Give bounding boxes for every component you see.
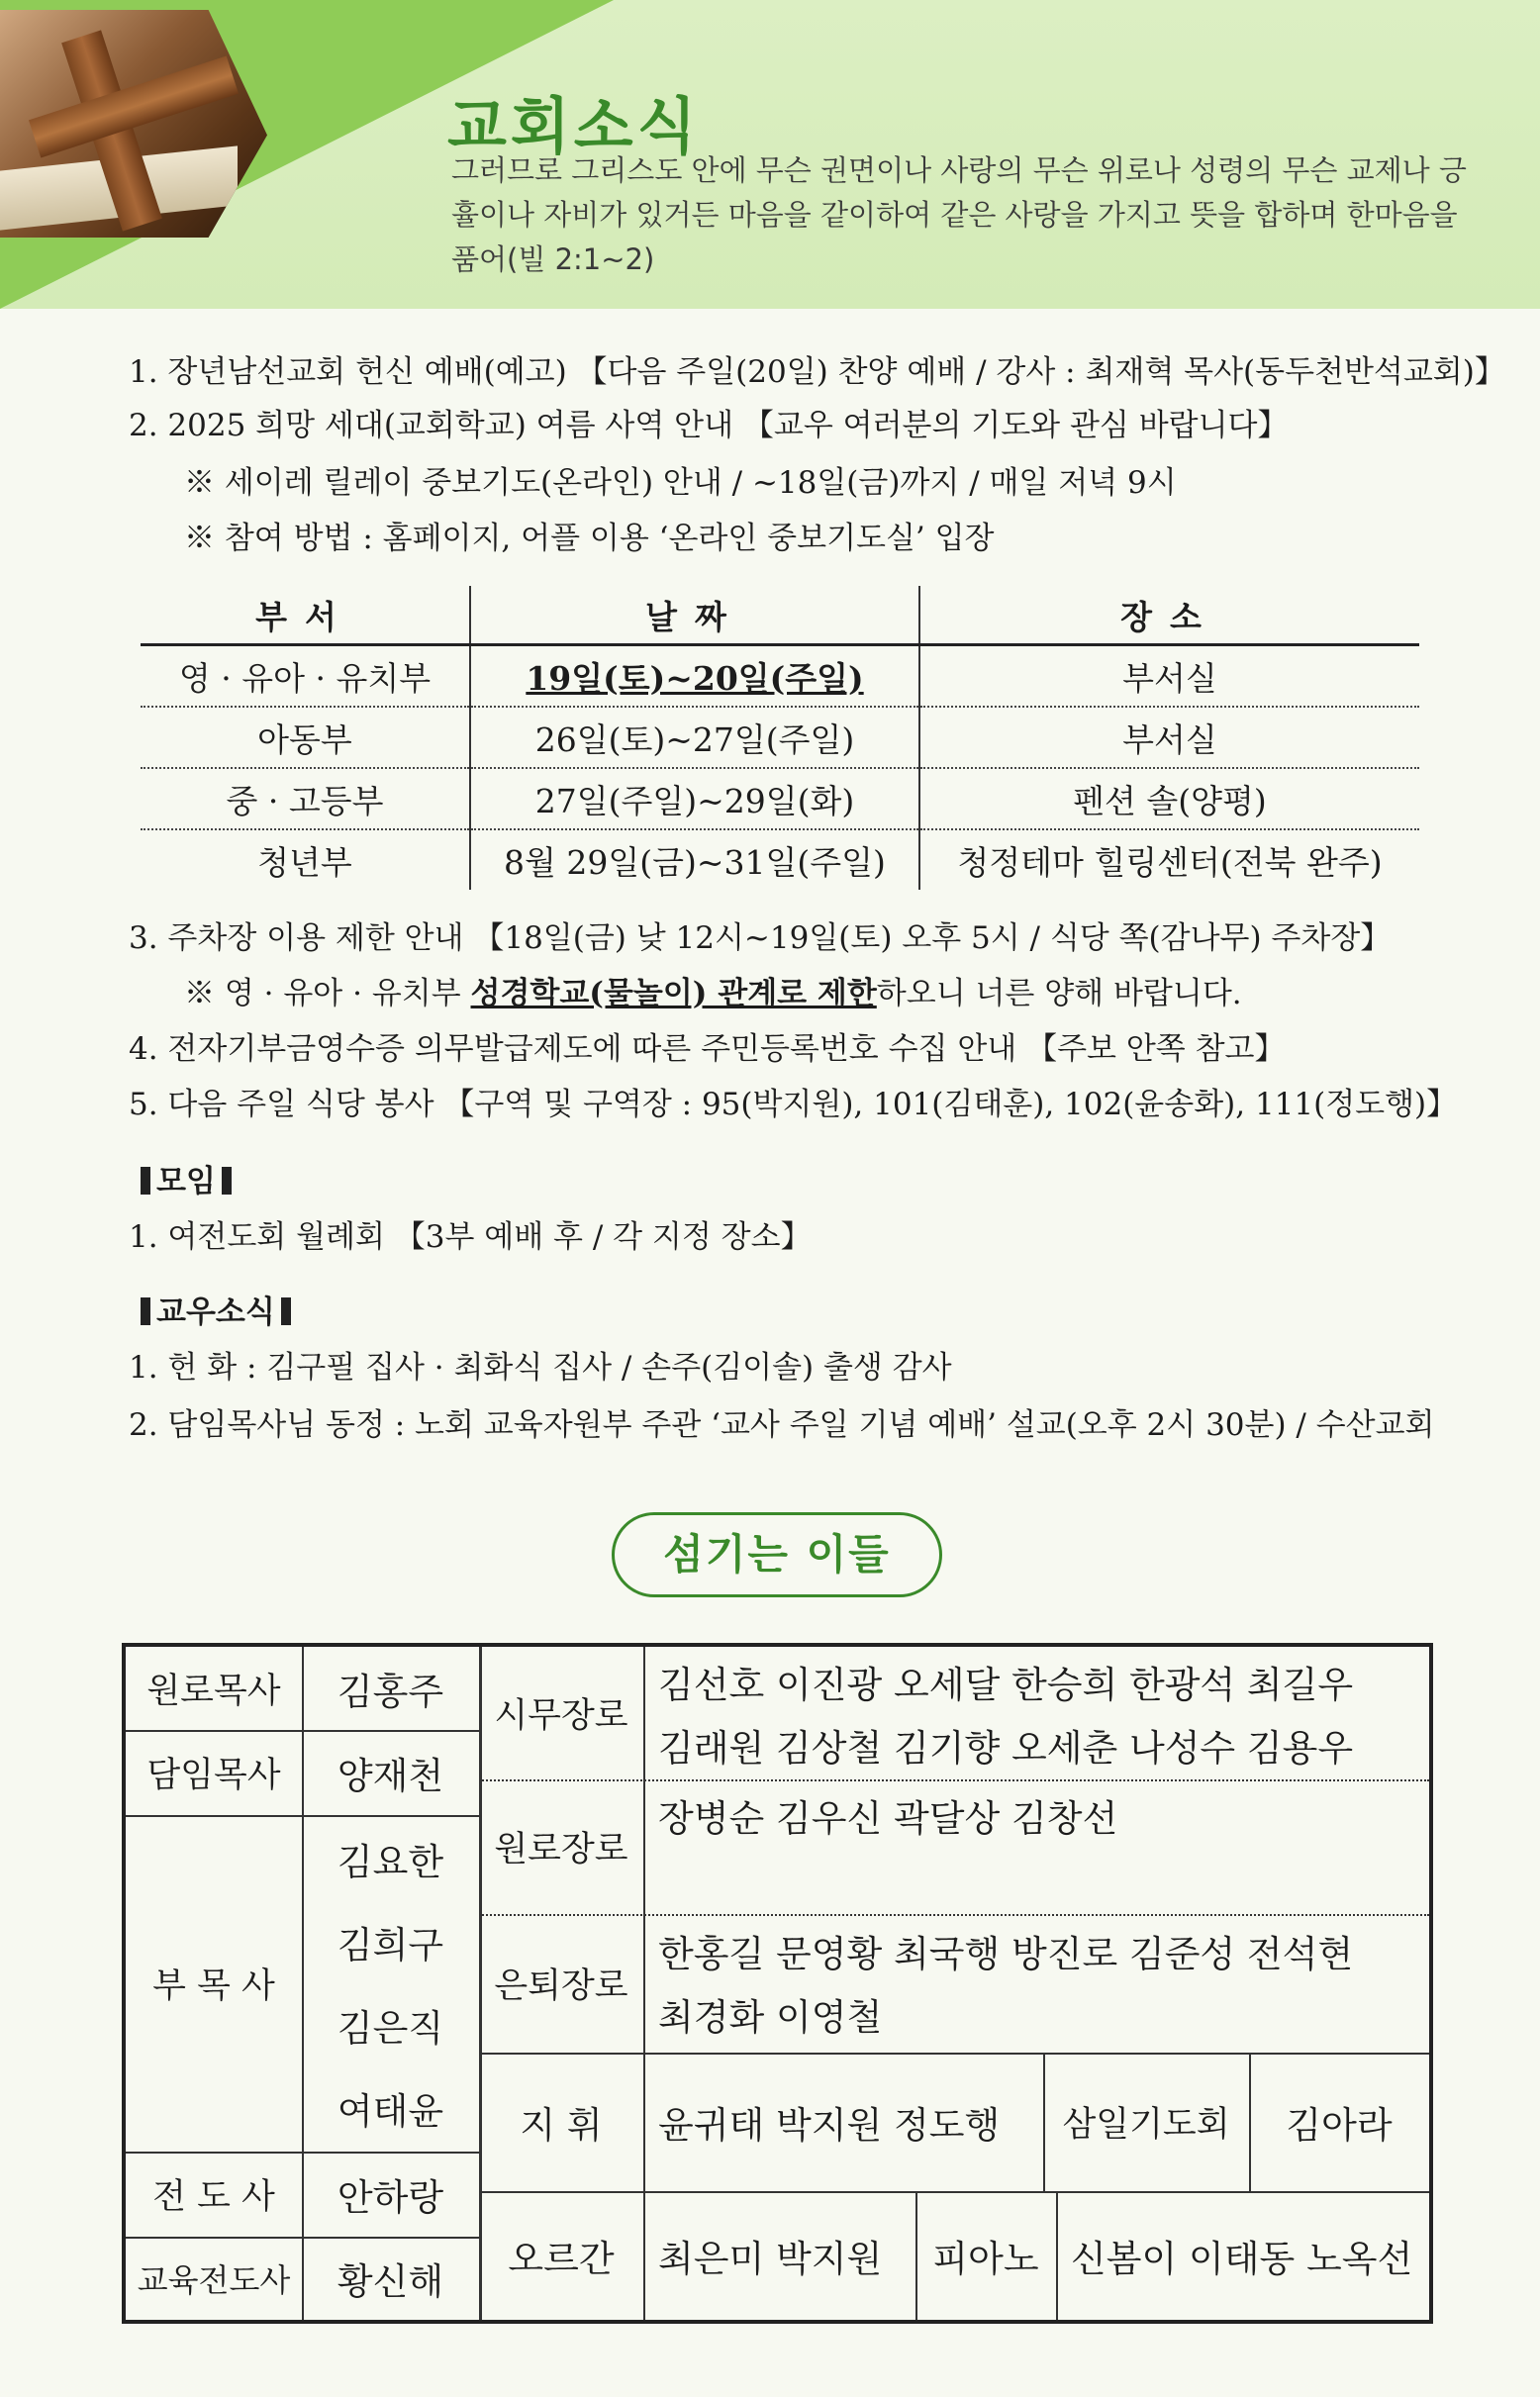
schedule-place: 부서실 bbox=[919, 645, 1419, 708]
role-label: 부 목 사 bbox=[152, 1966, 275, 2006]
members-news-item: 1. 헌 화 : 김구필 집사 · 최화식 집사 / 손주(김이솔) 출생 감사 bbox=[129, 1350, 952, 1386]
role-label: 은퇴장로 bbox=[494, 1966, 628, 2006]
notice-1: 1. 장년남선교회 헌신 예배(예고) 【다음 주일(20일) 찬양 예배 / 강사 : 최재혁 목사(동두천반석교회)】 bbox=[129, 354, 1505, 390]
schedule-dept: 중 · 고등부 bbox=[141, 768, 470, 829]
role-label: 피아노 bbox=[932, 2238, 1039, 2280]
divider bbox=[643, 1647, 645, 2320]
notice-3: 3. 주차장 이용 제한 안내 【18일(금) 낮 12시~19일(토) 오후 5시 / 식당 쪽(감나무) 주차장】 bbox=[129, 920, 1392, 956]
schedule-date: 27일(주일)~29일(화) bbox=[470, 768, 919, 829]
notice-3-sub bbox=[184, 968, 1242, 1012]
bar-icon bbox=[281, 1297, 291, 1325]
bar-icon bbox=[141, 1167, 150, 1195]
role-label: 삼일기도회 bbox=[1062, 2105, 1230, 2145]
members-news-heading bbox=[135, 1287, 297, 1331]
role-name: 황신해 bbox=[337, 2260, 444, 2303]
schedule-header-row bbox=[141, 586, 1419, 645]
role-label: 원로목사 bbox=[146, 1672, 281, 1711]
role-names: 최경화 이영철 bbox=[658, 1996, 883, 2039]
schedule-header-place: 장소 bbox=[919, 586, 1419, 645]
role-label: 전 도 사 bbox=[152, 2177, 275, 2217]
role-label: 원로장로 bbox=[494, 1830, 628, 1870]
schedule-row bbox=[141, 645, 1419, 708]
role-names: 김래원 김상철 김기향 오세춘 나성수 김용우 bbox=[658, 1727, 1354, 1770]
role-name: 김요한 bbox=[337, 1841, 444, 1883]
meeting-item: 1. 여전도회 월례회 【3부 예배 후 / 각 지정 장소】 bbox=[129, 1219, 812, 1255]
role-label: 오르간 bbox=[508, 2238, 615, 2280]
role-name: 양재천 bbox=[337, 1755, 444, 1797]
notice-3-sub-emph: 성경학교(물놀이) 관계로 제한 bbox=[470, 976, 877, 1011]
schedule-date: 8월 29일(금)~31일(주일) bbox=[470, 829, 919, 890]
header-banner bbox=[0, 0, 1540, 309]
role-name: 김아라 bbox=[1286, 2104, 1393, 2147]
role-names: 윤귀태 박지원 정도행 bbox=[658, 2104, 1001, 2147]
schedule-header-date: 날짜 bbox=[470, 586, 919, 645]
role-label: 교육전도사 bbox=[137, 2261, 291, 2299]
bar-icon bbox=[141, 1297, 150, 1325]
bar-icon bbox=[222, 1167, 232, 1195]
schedule-dept: 청년부 bbox=[141, 829, 470, 890]
notice-2-sub-2: ※ 참여 방법 : 홈페이지, 어플 이용 ‘온라인 중보기도실’ 입장 bbox=[184, 521, 995, 556]
notice-4: 4. 전자기부금영수증 의무발급제도에 따른 주민등록번호 수집 안내 【주보 안쪽 참고】 bbox=[129, 1031, 1286, 1067]
header-verse: 그러므로 그리스도 안에 무슨 권면이나 사랑의 무슨 위로나 성령의 무슨 교제나 긍휼이나 자비가 있거든 마음을 같이하여 같은 사랑을 가지고 뜻을 합하며 한마음을 품어(빌 2:1~2) bbox=[451, 153, 1467, 276]
notice-2: 2. 2025 희망 세대(교회학교) 여름 사역 안내 【교우 여러분의 기도와 관심 바랍니다】 bbox=[129, 408, 1289, 443]
divider bbox=[1056, 2191, 1058, 2320]
meeting-title: 모임 bbox=[156, 1164, 216, 1199]
schedule-place: 청정테마 힐링센터(전북 완주) bbox=[957, 842, 1383, 882]
role-name: 김은직 bbox=[337, 2007, 444, 2050]
role-name: 김홍주 bbox=[337, 1671, 444, 1713]
role-names: 김선호 이진광 오세달 한승희 한광석 최길우 bbox=[658, 1664, 1354, 1706]
servers-table bbox=[122, 1643, 1433, 2324]
role-name: 여태윤 bbox=[337, 2090, 444, 2133]
schedule-date: 26일(토)~27일(주일) bbox=[470, 707, 919, 768]
notice-5: 5. 다음 주일 식당 봉사 【구역 및 구역장 : 95(박지원), 101(김태훈), 102(윤송화), 111(정도행)】 bbox=[129, 1087, 1458, 1122]
role-names: 신봄이 이태동 노옥선 bbox=[1071, 2238, 1413, 2280]
role-name: 김희구 bbox=[337, 1924, 444, 1966]
schedule-place: 부서실 bbox=[919, 707, 1419, 768]
notice-3-sub-post: 하오니 너른 양해 바랍니다. bbox=[876, 976, 1242, 1011]
schedule-header-dept: 부서 bbox=[141, 586, 470, 645]
notice-2-sub-1: ※ 세이레 릴레이 중보기도(온라인) 안내 / ~18일(금)까지 / 매일 저녁 9시 bbox=[184, 465, 1177, 501]
servers-title: 섬기는 이들 bbox=[612, 1512, 942, 1597]
page-title: 교회소식 bbox=[447, 90, 701, 162]
meeting-heading bbox=[135, 1156, 238, 1200]
role-name: 안하랑 bbox=[337, 2176, 444, 2219]
schedule-row bbox=[141, 829, 1419, 890]
role-label: 시무장로 bbox=[494, 1696, 628, 1736]
schedule-row bbox=[141, 768, 1419, 829]
schedule-date: 19일(토)~20일(주일) bbox=[470, 645, 919, 708]
schedule-dept: 아동부 bbox=[141, 707, 470, 768]
members-news-item: 2. 담임목사님 동정 : 노회 교육자원부 주관 ‘교사 주일 기념 예배’ 설교(오후 2시 30분) / 수산교회 bbox=[129, 1407, 1435, 1443]
members-news-title: 교우소식 bbox=[156, 1294, 275, 1330]
role-names: 최은미 박지원 bbox=[658, 2238, 883, 2280]
role-label: 담임목사 bbox=[146, 1756, 281, 1795]
schedule-row bbox=[141, 707, 1419, 768]
schedule-dept: 영 · 유아 · 유치부 bbox=[141, 645, 470, 708]
notice-3-sub-pre: ※ 영 · 유아 · 유치부 bbox=[184, 976, 471, 1011]
role-names: 장병순 김우신 곽달상 김창선 bbox=[658, 1797, 1118, 1840]
schedule-place: 펜션 솔(양평) bbox=[919, 768, 1419, 829]
schedule-table bbox=[141, 586, 1419, 890]
role-names: 한홍길 문영황 최국행 방진로 김준성 전석현 bbox=[658, 1933, 1354, 1975]
role-label: 지 휘 bbox=[520, 2104, 603, 2147]
